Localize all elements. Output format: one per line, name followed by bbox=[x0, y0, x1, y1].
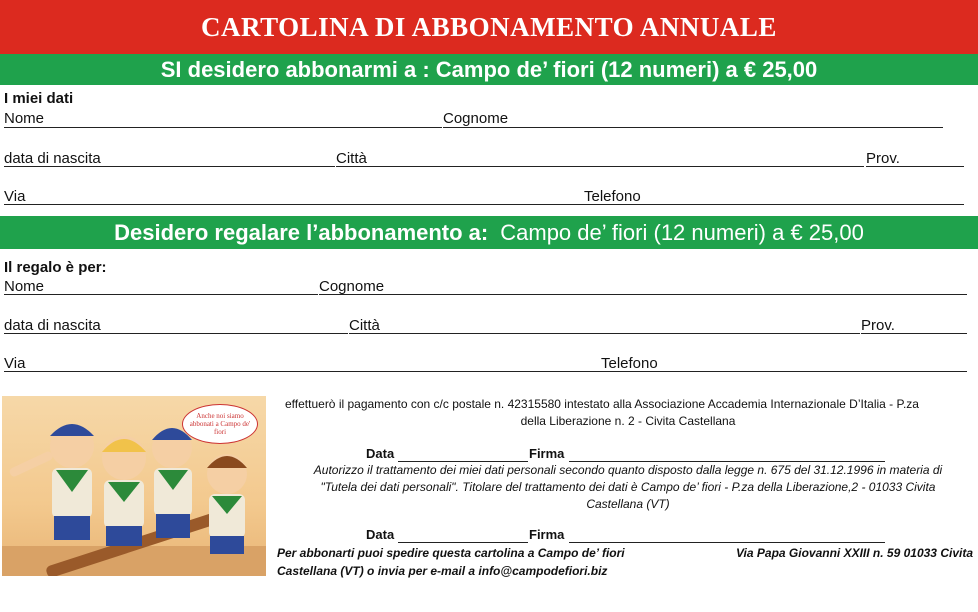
footer-text bbox=[277, 544, 973, 580]
gift-birth-date-field[interactable] bbox=[4, 333, 348, 334]
privacy-text bbox=[285, 462, 971, 513]
phone-field[interactable] bbox=[584, 204, 964, 205]
phone-label: Telefono bbox=[584, 188, 641, 205]
title-bar bbox=[0, 0, 978, 54]
cartoon-illustration bbox=[2, 396, 266, 576]
via-label: Via bbox=[4, 188, 26, 205]
gift-nome-label: Nome bbox=[4, 278, 45, 295]
gift-nome-field[interactable] bbox=[4, 294, 318, 295]
gift-banner-bold: Desidero regalare l’abbonamento a: bbox=[114, 219, 489, 245]
birth-date-field[interactable] bbox=[4, 166, 335, 167]
privacy-line-2: "Tutela dei dati personali". Titolare del trattamento dei dati è Campo de’ fiori - P.za della Liberazione,2 - 01033 Civita bbox=[320, 480, 936, 494]
footer-line-1b: Via Papa Giovanni XXIII n. 59 01033 Civita bbox=[736, 546, 973, 560]
section-my-data-label: I miei dati bbox=[4, 90, 74, 107]
sign2-signature-field[interactable] bbox=[569, 542, 885, 543]
privacy-line-1: Autorizzo il trattamento dei miei dati personali secondo quanto disposto dalla legge n. 675 del 31.12.1996 in materia di bbox=[313, 463, 943, 477]
gift-phone-label: Telefono bbox=[601, 355, 658, 372]
nome-field[interactable] bbox=[4, 127, 442, 128]
gift-prov-field[interactable] bbox=[861, 333, 967, 334]
cognome-label: Cognome bbox=[443, 110, 509, 127]
page-title: CARTOLINA DI ABBONAMENTO ANNUALE bbox=[201, 11, 777, 42]
footer-line-1 bbox=[277, 544, 973, 562]
sign1-firma-label: Firma bbox=[529, 446, 565, 461]
subscribe-banner-text: SI desidero abbonarmi a : Campo de’ fiori (12 numeri) a € 25,00 bbox=[160, 56, 818, 82]
birth-date-label: data di nascita bbox=[4, 150, 101, 167]
sign2-data-label: Data bbox=[366, 527, 395, 542]
gift-via-field[interactable] bbox=[4, 371, 601, 372]
prov-label: Prov. bbox=[866, 150, 900, 167]
gift-banner bbox=[0, 216, 978, 249]
gift-cognome-field[interactable] bbox=[319, 294, 967, 295]
sign2-date-field[interactable] bbox=[398, 542, 528, 543]
payment-line-2: della Liberazione n. 2 - Civita Castellana bbox=[520, 414, 736, 428]
prov-field[interactable] bbox=[866, 166, 964, 167]
section-gift-label: Il regalo è per: bbox=[4, 259, 107, 276]
city-field[interactable] bbox=[336, 166, 864, 167]
footer-line-1a: Per abbonarti puoi spedire questa cartolina a Campo de’ fiori bbox=[277, 546, 625, 560]
gift-prov-label: Prov. bbox=[861, 317, 895, 334]
sign1-data-label: Data bbox=[366, 446, 395, 461]
gift-city-field[interactable] bbox=[349, 333, 860, 334]
payment-text bbox=[285, 396, 971, 430]
speech-bubble: Anche noi siamo abbonati a Campo de' fiori bbox=[182, 404, 258, 444]
gift-banner-rest: Campo de’ fiori (12 numeri) a € 25,00 bbox=[500, 219, 864, 245]
subscribe-banner bbox=[0, 54, 978, 85]
payment-line-1: effettuerò il pagamento con c/c postale n. 42315580 intestato alla Associazione Accademia Internazionale D’Italia - P.za bbox=[285, 397, 919, 411]
gift-via-label: Via bbox=[4, 355, 26, 372]
nome-label: Nome bbox=[4, 110, 45, 127]
cognome-field[interactable] bbox=[443, 127, 943, 128]
gift-phone-field[interactable] bbox=[601, 371, 967, 372]
via-field[interactable] bbox=[4, 204, 584, 205]
gift-birth-date-label: data di nascita bbox=[4, 317, 101, 334]
city-label: Città bbox=[336, 150, 367, 167]
privacy-line-3: Castellana (VT) bbox=[586, 497, 670, 511]
gift-cognome-label: Cognome bbox=[319, 278, 385, 295]
gift-city-label: Città bbox=[349, 317, 380, 334]
footer-line-2: Castellana (VT) o invia per e-mail a info@campodefiori.biz bbox=[277, 564, 608, 578]
sign2-firma-label: Firma bbox=[529, 527, 565, 542]
